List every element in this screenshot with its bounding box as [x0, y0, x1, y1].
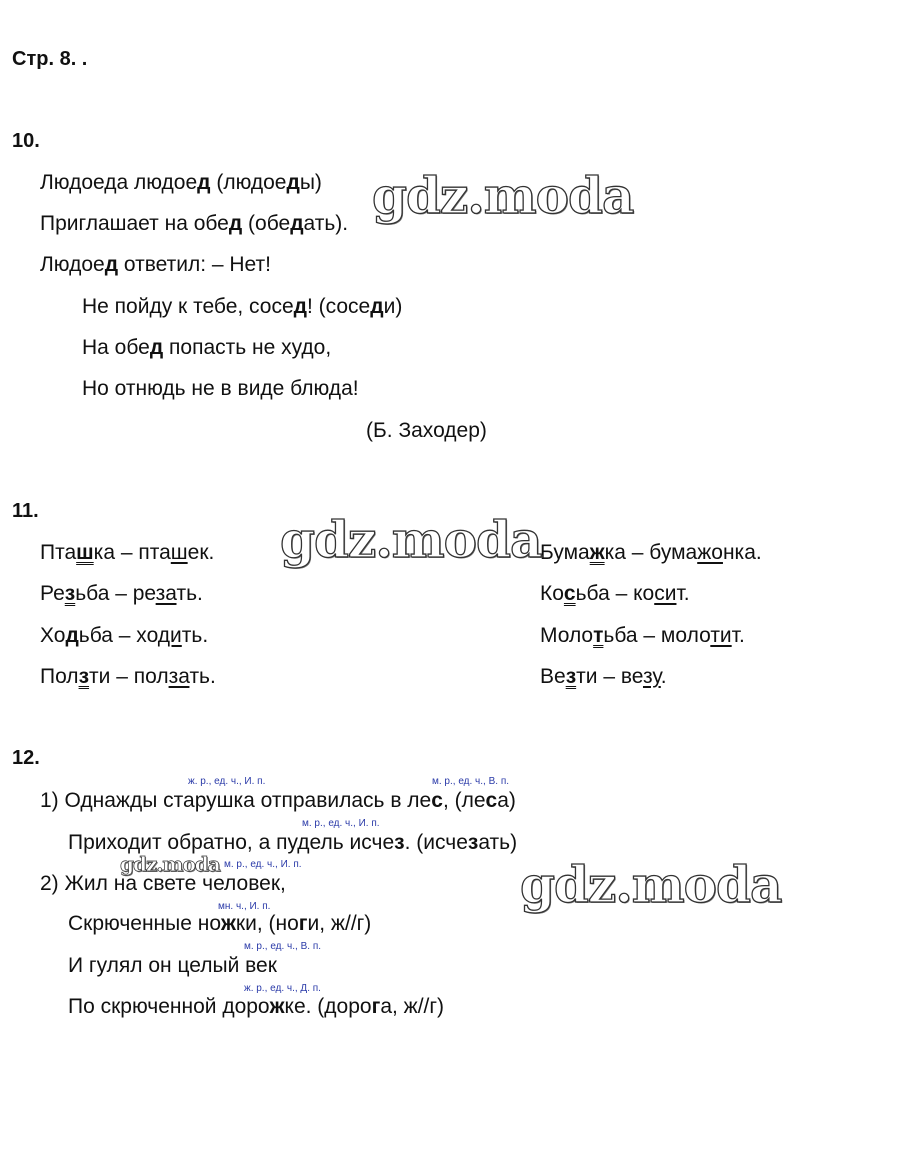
exercise-10-line — [82, 294, 402, 320]
marked-letter: д — [149, 336, 164, 359]
text-segment: ! (сосе — [306, 295, 371, 318]
text-segment: а) — [497, 789, 516, 812]
exercise-10-line — [82, 335, 331, 361]
marked-letter: си — [654, 582, 677, 605]
exercise-11-left-line — [40, 581, 203, 607]
marked-letter: г — [298, 912, 308, 935]
text-segment: попасть не худо, — [163, 336, 332, 359]
text-segment: ать) — [478, 831, 518, 854]
marked-letter: зу — [642, 665, 661, 688]
exercise-11-number: 11. — [12, 500, 39, 522]
text-segment: Хо — [40, 624, 66, 647]
exercise-11-left-line — [40, 664, 216, 690]
text-segment: ка – бума — [604, 541, 698, 564]
marked-letter: д — [228, 212, 243, 235]
text-segment: (обе — [242, 212, 291, 235]
text-segment: Приглашает на обе — [40, 212, 229, 235]
exercise-12-line — [68, 994, 444, 1020]
marked-letter: за — [168, 665, 190, 688]
text-segment: ка – пта — [93, 541, 171, 564]
text-segment: (Б. Заходер) — [366, 419, 487, 442]
exercise-11-right-line — [540, 664, 667, 690]
text-segment: 2) Жил на свете человек, — [40, 872, 286, 895]
marked-letter: д — [104, 253, 119, 276]
text-segment: (людое — [210, 171, 287, 194]
marked-letter: т — [593, 624, 604, 647]
exercise-10-line — [40, 211, 348, 237]
marked-letter: д — [370, 295, 384, 318]
marked-letter: ш — [76, 541, 94, 564]
text-segment: Ко — [540, 582, 564, 605]
marked-letter: з — [78, 665, 90, 688]
exercise-10-line — [82, 376, 359, 402]
text-segment: ьба – моло — [603, 624, 711, 647]
text-segment: ьба – хо — [78, 624, 158, 647]
text-segment: и, ж//г) — [307, 912, 372, 935]
text-segment: . — [660, 665, 667, 688]
text-segment: Но отнюдь не в виде блюда! — [82, 377, 359, 400]
exercise-12-line — [68, 953, 277, 979]
marked-letter: з — [394, 831, 405, 854]
text-segment: Пта — [40, 541, 77, 564]
exercise-12-line — [40, 788, 516, 814]
marked-letter: ж — [269, 995, 285, 1018]
text-segment: Людое — [40, 253, 105, 276]
text-segment: ответил: – Нет! — [118, 253, 271, 276]
text-segment: ке. (доро — [284, 995, 372, 1018]
text-segment: ьба – ко — [575, 582, 655, 605]
text-segment: Приходит обратно, а пудель исче — [68, 831, 395, 854]
marked-letter: ж — [589, 541, 605, 564]
marked-letter: д — [286, 171, 300, 194]
text-segment: Бума — [540, 541, 590, 564]
marked-letter: з — [467, 831, 479, 854]
text-segment: Пол — [40, 665, 79, 688]
exercise-11-right-line — [540, 581, 690, 607]
marked-letter: жо — [697, 541, 723, 564]
watermark-logo: gdz.moda — [280, 510, 542, 569]
text-segment: 1) Однажды старушка отправилась в ле — [40, 789, 432, 812]
exercise-11-left-line — [40, 623, 208, 649]
marked-letter: д — [197, 171, 211, 194]
marked-letter: г — [371, 995, 381, 1018]
text-segment: ти – ве — [576, 665, 643, 688]
marked-letter: з — [565, 665, 577, 688]
text-segment: На обе — [82, 336, 150, 359]
marked-letter: ж — [221, 912, 236, 935]
grammar-annotation: ж. р., ед. ч., И. п. — [188, 776, 266, 787]
text-segment: а, ж//г) — [380, 995, 445, 1018]
text-segment: ть. — [181, 624, 209, 647]
exercise-10-line — [40, 170, 322, 196]
marked-letter: д — [290, 212, 304, 235]
text-segment: , (ле — [442, 789, 486, 812]
marked-letter: д — [293, 295, 307, 318]
text-segment: ьба – ре — [75, 582, 156, 605]
exercise-11-right-line — [540, 540, 762, 566]
text-segment: И гулял он целый век — [68, 954, 277, 977]
text-segment: ть. — [189, 665, 216, 688]
text-segment: По скрюченной доро — [68, 995, 270, 1018]
marked-letter: ти — [710, 624, 732, 647]
text-segment: т. — [731, 624, 745, 647]
text-segment: . (исче — [404, 831, 468, 854]
exercise-12-number: 12. — [12, 747, 40, 769]
grammar-annotation: ж. р., ед. ч., Д. п. — [244, 983, 321, 994]
text-segment: ать). — [303, 212, 349, 235]
text-segment: ек. — [187, 541, 215, 564]
text-segment: Ре — [40, 582, 65, 605]
exercise-11-right-line — [540, 623, 745, 649]
marked-letter: д — [65, 624, 79, 647]
text-segment: ть. — [176, 582, 203, 605]
text-segment: Скрюченные но — [68, 912, 222, 935]
watermark-logo: gdz.moda — [120, 852, 220, 876]
marked-letter: з — [64, 582, 76, 605]
text-segment: Не пойду к тебе, сосе — [82, 295, 294, 318]
watermark-logo: gdz.moda — [520, 855, 782, 914]
text-segment: и) — [383, 295, 403, 318]
text-segment: ки, (но — [235, 912, 299, 935]
marked-letter: ди — [157, 624, 182, 647]
exercise-10-line — [40, 252, 271, 278]
exercise-10-number: 10. — [12, 130, 40, 152]
exercise-12-line — [68, 911, 371, 937]
grammar-annotation: м. р., ед. ч., И. п. — [224, 859, 302, 870]
text-segment: т. — [676, 582, 690, 605]
text-segment: Людоеда людое — [40, 171, 198, 194]
exercise-11-left-line — [40, 540, 214, 566]
marked-letter: с — [431, 789, 443, 812]
text-segment: Моло — [540, 624, 594, 647]
text-segment: Ве — [540, 665, 566, 688]
text-segment: ы) — [299, 171, 322, 194]
watermark-logo: gdz.moda — [372, 166, 634, 225]
grammar-annotation: м. р., ед. ч., В. п. — [244, 941, 322, 952]
grammar-annotation: м. р., ед. ч., И. п. — [302, 818, 380, 829]
marked-letter: за — [155, 582, 177, 605]
marked-letter: ш — [170, 541, 188, 564]
text-segment: ти – пол — [89, 665, 169, 688]
marked-letter: с — [563, 582, 576, 605]
page-heading: Стр. 8. . — [12, 48, 88, 70]
grammar-annotation: мн. ч., И. п. — [218, 901, 271, 912]
exercise-10-author — [366, 418, 487, 444]
text-segment: нка. — [722, 541, 762, 564]
grammar-annotation: м. р., ед. ч., В. п. — [432, 776, 510, 787]
marked-letter: с — [485, 789, 498, 812]
